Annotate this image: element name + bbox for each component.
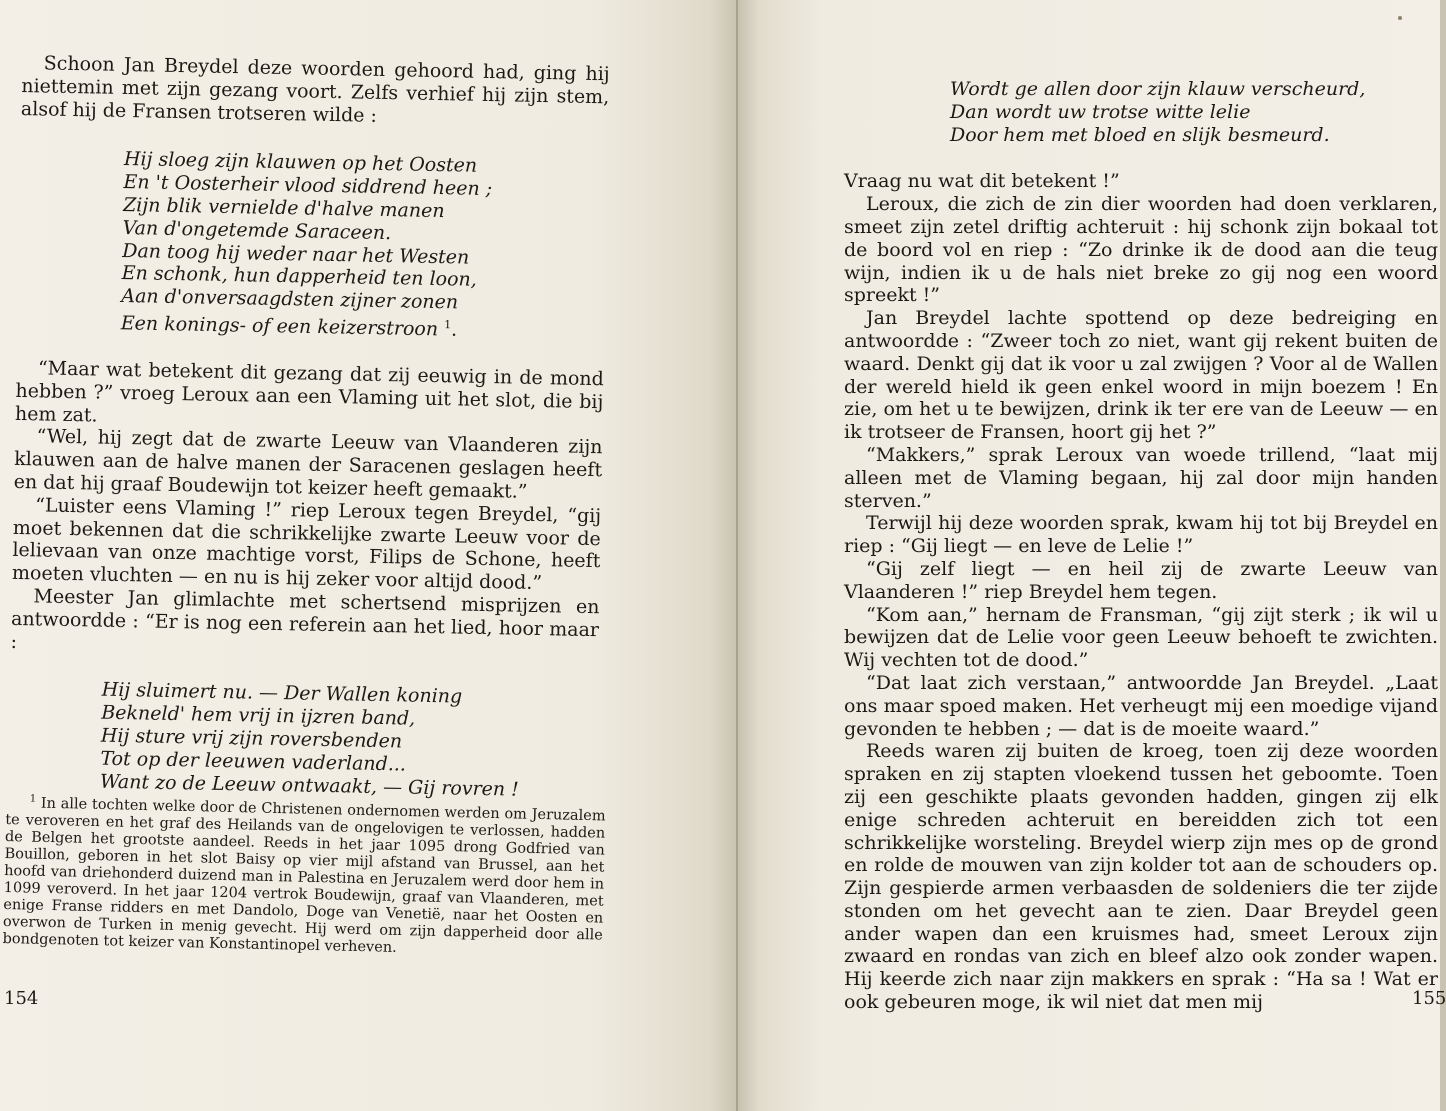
paragraph: Reeds waren zij buiten de kroeg, toen zij deze woorden spraken en zij stapten vloekend tussen het geboomte. Toen zij een geschikte plaats gevonden hadden, gingen zij elk enige schreden achteruit en bereidden zich tot een schrikkelijke worsteling. Breydel wierp zijn mes op de grond en rolde de mouwen van zijn kolder tot aan de schouders op. Zijn gespierde armen verbaasden de soldeniers die ter zijde stonden om het gevecht aan te zien. Daar Breydel geen ander wapen dan een kruismes had, smeet Leroux zijn zwaard en rondas van zich en bleef alzo ook zonder wapen. Hij keerde zich naar zijn makkers en sprak : “Ha sa ! Wat er ook gebeuren moge, ik wil niet dat men mij	[844, 740, 1438, 1014]
verse-line: Door hem met bloed en slijk besmeurd.	[950, 123, 1330, 146]
page-number: 155	[1412, 988, 1446, 1009]
paragraph: “Maar wat betekent dit gezang dat zij eeuwig in de mond hebben ?” vroeg Leroux aan een Vlaming uit het slot, die bij hem zat.	[14, 357, 605, 427]
verse-stanza	[100, 679, 598, 802]
paragraph: “Dat laat zich verstaan,” antwoordde Jan Breydel. „Laat ons maar spoed maken. Het verheugt mij een moedige vijand gevonden te hebben ; — dat is de moeite waard.”	[844, 671, 1438, 740]
footnote-reference: 1	[444, 318, 452, 332]
verse-stanza	[121, 148, 608, 344]
paragraph: “Luister eens Vlaming !” riep Leroux tegen Breydel, “gij moet bekennen dat die schrikkelijke zwarte Leeuw voor de lelievaan van onze machtige vorst, Filips de Schone, heeft moeten vluchten — en nu is hij zeker voor altijd dood.”	[11, 494, 602, 595]
verse-line: Hij sloeg zijn klauwen op het Oosten	[123, 148, 478, 178]
footnote	[2, 790, 605, 961]
paragraph: “Makkers,” sprak Leroux van woede trillend, “laat mij alleen met de Vlaming begaan, hij zal door mijn handen sterven.”	[844, 443, 1438, 512]
verse-line: Tot op der leeuwen vaderland...	[100, 747, 407, 776]
paragraph: Jan Breydel lachte spottend op deze bedreiging en antwoordde : “Zweer toch zo niet, want gij rekent buiten de waard. Denkt gij dat ik voor u zal zwijgen ? Voor al de Wallen der wereld hield ik geen enkel woord in mijn boezem ! En zie, om het u te bewijzen, drink ik ter ere van de Leeuw — en ik trotseer de Fransen, hoort gij het ?”	[844, 307, 1438, 444]
verse-line: Hij sluimert nu. — Der Wallen koning	[101, 679, 463, 709]
paragraph: Meester Jan glimlachte met schertsend misprijzen en antwoordde : “Er is nog een referein aan het lied, hoor maar :	[10, 585, 600, 653]
verse-line: Van d'ongetemde Saraceen.	[122, 216, 392, 244]
left-page-body	[8, 52, 610, 803]
verse-line: En schonk, hun dapperheid ten loon,	[121, 262, 478, 292]
paragraph: Schoon Jan Breydel deze woorden gehoord had, ging hij niettemin met zijn gezang voort. Zelfs verhief hij zijn stem, alsof hij de Fransen trotseren wilde :	[20, 52, 610, 127]
right-page	[738, 0, 1446, 1111]
verse-line: Wordt ge allen door zijn klauw verscheurd,	[950, 78, 1366, 100]
footnote-number: 1	[29, 793, 37, 805]
verse-line: Dan wordt uw trotse witte lelie	[950, 100, 1251, 123]
verse-line: Hij sture vrij zijn roversbenden	[100, 724, 403, 753]
paragraph: “Kom aan,” hernam de Fransman, “gij zijt sterk ; ik wil u bewijzen dat de Lelie voor geen Leeuw behoeft te zwichten. Wij vechten tot de dood.”	[844, 603, 1438, 672]
paragraph: Terwijl hij deze woorden sprak, kwam hij tot bij Breydel en riep : “Gij liegt — en leve de Lelie !”	[844, 512, 1438, 558]
paragraph: “Wel, hij zegt dat de zwarte Leeuw van Vlaanderen zijn klauwen aan de halve manen der Saracenen geslagen heeft en dat hij graaf Boudewijn tot keizer heeft gemaakt.”	[13, 425, 603, 503]
paragraph: Leroux, die zich de zin dier woorden had doen verklaren, smeet zijn zetel driftig achteruit : hij schonk zijn bokaal tot de boord vol en riep : “Zo drinke ik de dood aan die teug wijn, indien ik u de hals niet breke zo gij nog een woord spreekt !”	[844, 193, 1438, 307]
paragraph: “Gij zelf liegt — en heil zij de zwarte Leeuw van Vlaanderen !” riep Breydel hem tegen.	[844, 557, 1438, 603]
paragraph: Vraag nu wat dit betekent !”	[844, 170, 1120, 193]
verse-end-punct: .	[450, 318, 458, 341]
right-page-body	[844, 78, 1438, 1014]
footnote-text: In alle tochten welke door de Christenen ondernomen werden om Jeruzalem te veroveren en het graf des Heilands van de ongelovigen te verlossen, hadden de Belgen het grootste aandeel. Reeds in het jaar 1095 drong Godfried van Bouillon, geboren in het slot Baisy op vier mijl afstand van Brussel, aan het hoofd van driehonderd duizend man in Palestina en Jeruzalem werd door hem in 1099 veroverd. In het jaar 1204 vertrok Boudewijn, graaf van Vlaanderen, met enige Franse ridders en met Dandolo, Doge van Venetië, naar het Oosten en overwon de Turken in menig gevecht. Hij werd om zijn dapperheid door alle bondgenoten tot keizer van Konstantinopel verheven.	[2, 795, 606, 956]
verse-line: Want zo de Leeuw ontwaakt, — Gij rovren !	[99, 770, 520, 801]
verse-line: Zijn blik vernielde d'halve manen	[122, 193, 445, 223]
verse-line: Bekneld' hem vrij in ijzren band,	[101, 701, 416, 730]
verse-line: Een konings- of een keizerstroon	[120, 312, 439, 341]
verse-line: En 't Oosterheir vlood siddrend heen ;	[123, 171, 493, 201]
verse-line: Aan d'onversaagdsten zijner zonen	[121, 285, 459, 314]
verse-line: Dan toog hij weder naar het Westen	[121, 239, 470, 269]
paper-speck	[1398, 16, 1402, 20]
page-number: 154	[4, 988, 39, 1009]
verse-stanza	[950, 78, 1438, 146]
